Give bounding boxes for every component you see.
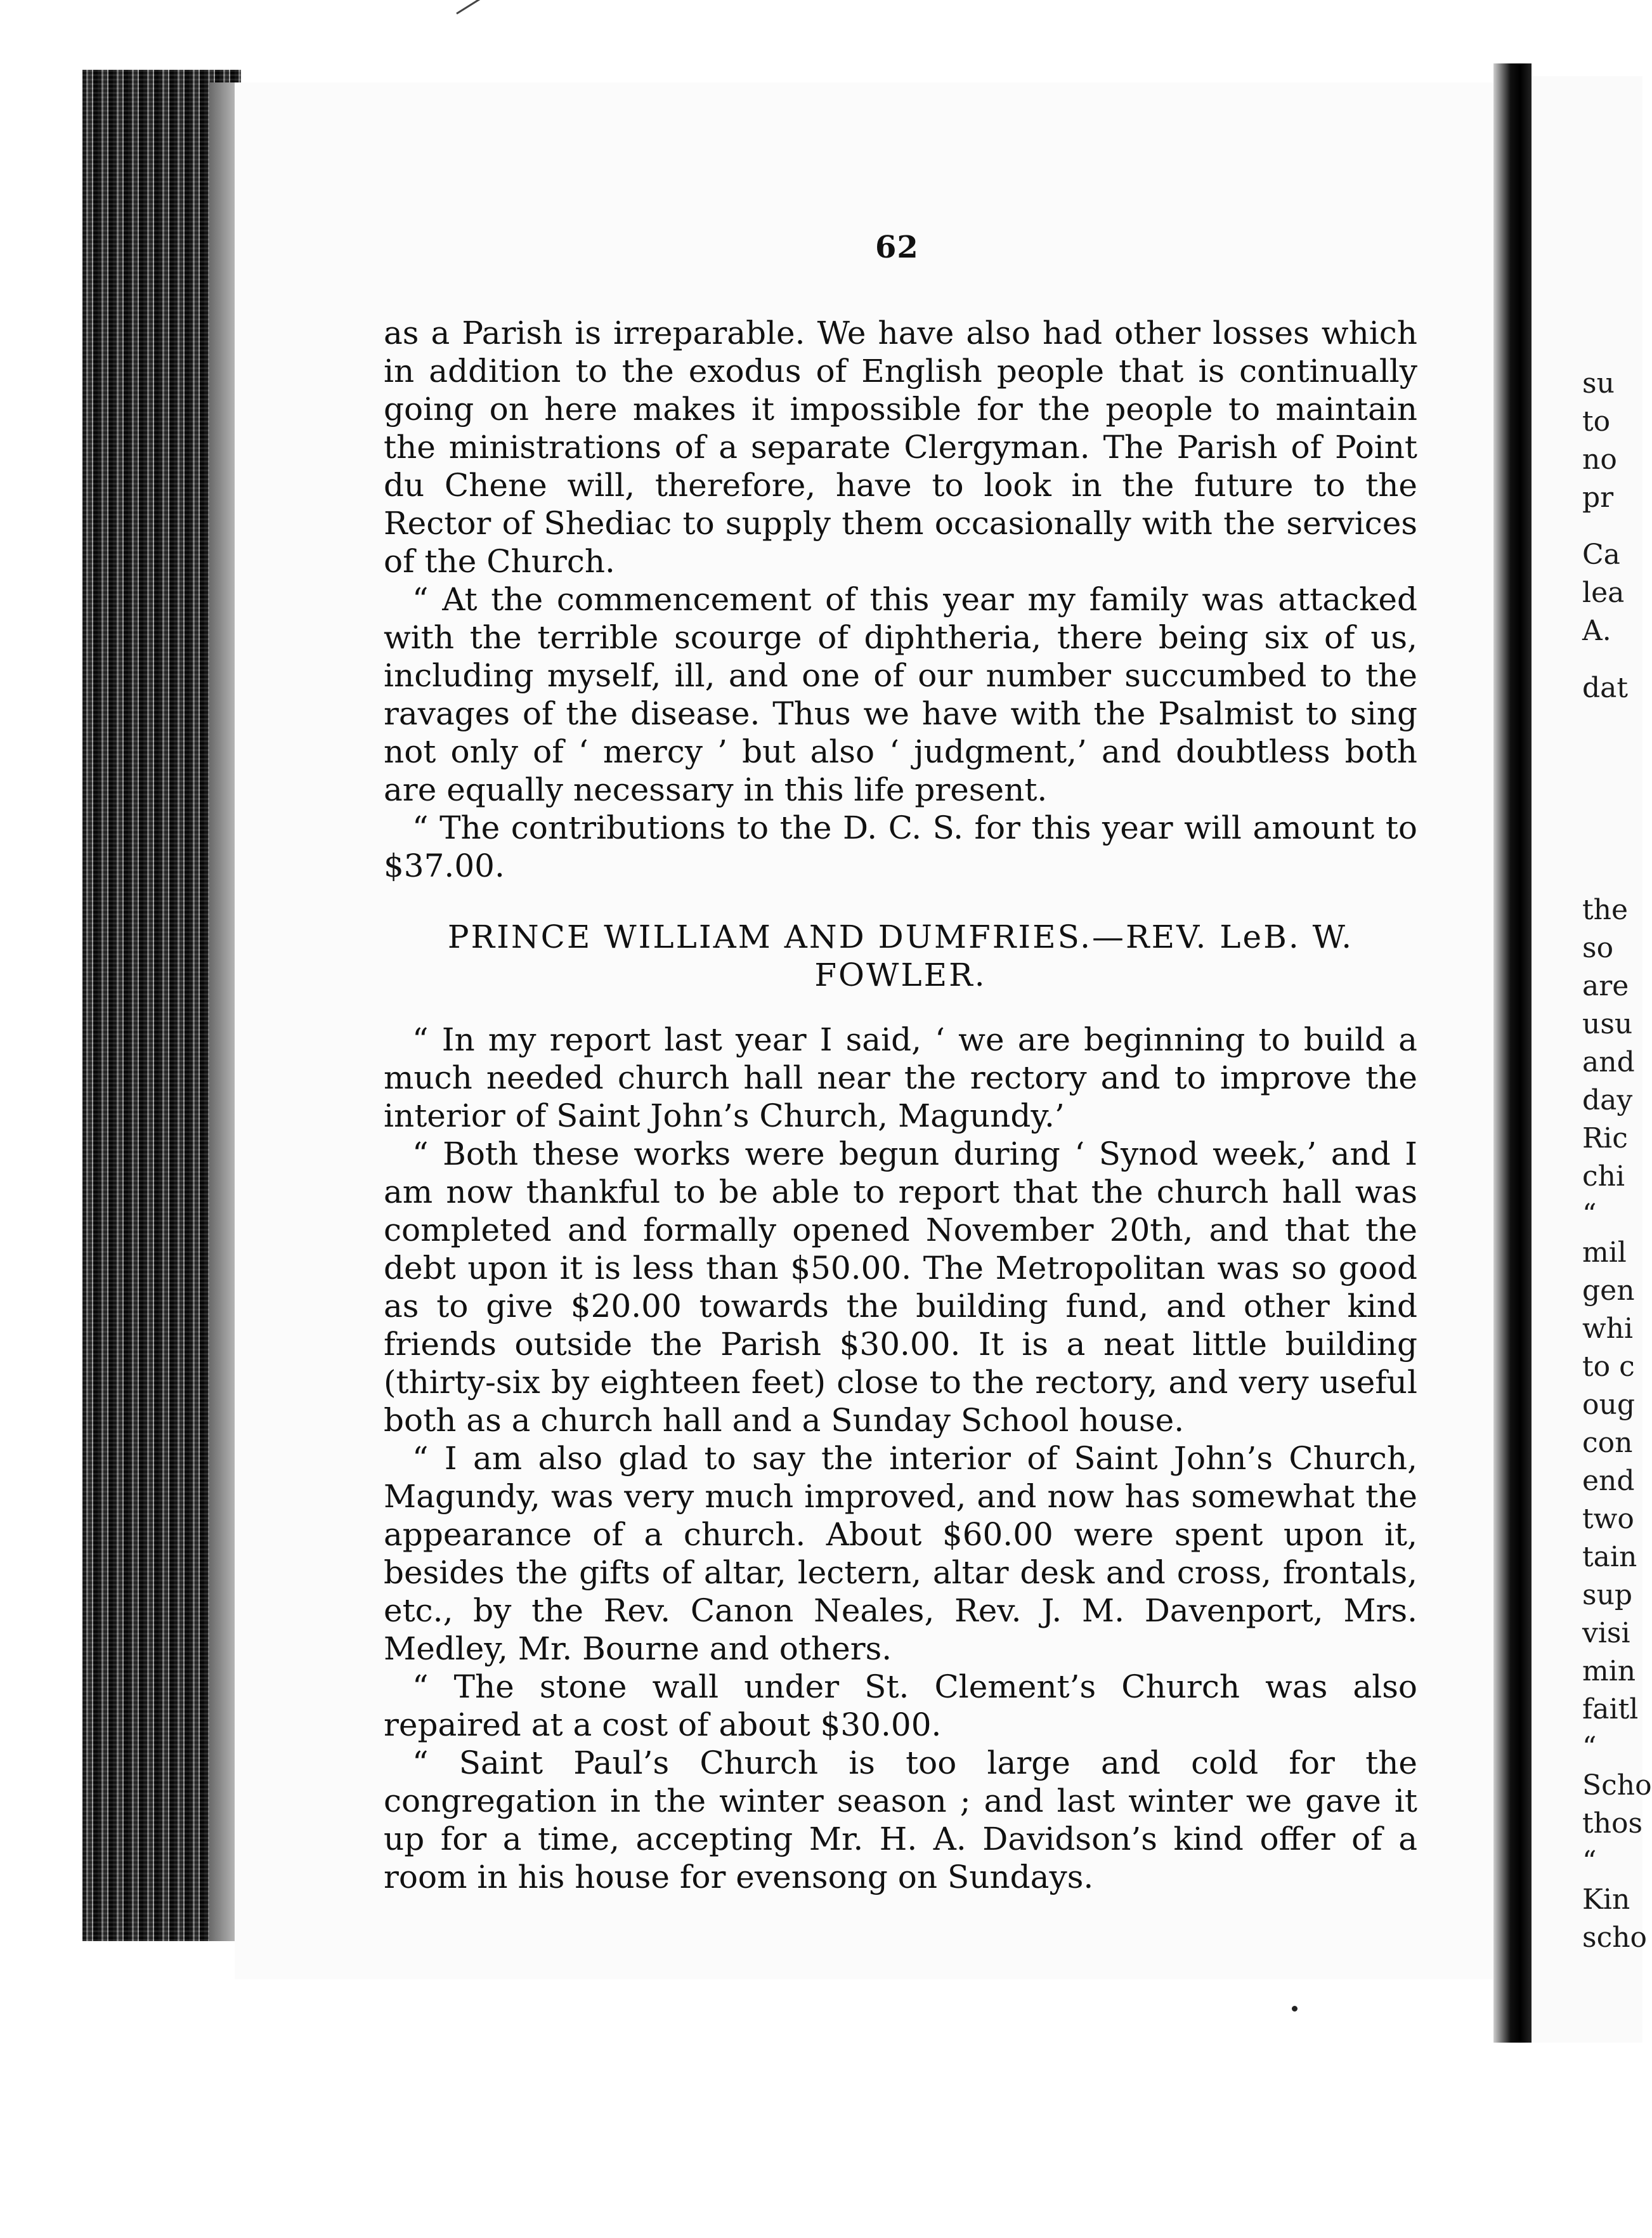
paragraph: “ I am also glad to say the interior of Saint John’s Church, Magundy, was very much improved, and now has somewhat the appearance of a church. About $60.00 were spent upon it, besides the gifts of altar, lectern, altar desk and cross, frontals, etc., by the Rev. Canon Neales, Rev. J. M. Davenport, Mrs. Medley, Mr. Bourne and others. — [384, 1440, 1417, 1667]
facing-page-fragment: gen — [1582, 1274, 1635, 1307]
facing-page-fragment: to c — [1582, 1351, 1635, 1383]
facing-page-fragment: “ — [1582, 1845, 1597, 1878]
facing-page-fragment: tain — [1582, 1541, 1637, 1573]
ink-dot — [1292, 2006, 1298, 2012]
facing-page-fragment: sup — [1582, 1579, 1633, 1611]
facing-page-fragment: end — [1582, 1465, 1635, 1497]
facing-page-fragment: are — [1582, 970, 1629, 1002]
facing-page-fragment: dat — [1582, 672, 1629, 704]
facing-page-fragment: Kin — [1582, 1883, 1630, 1916]
facing-page-fragment: oug — [1582, 1389, 1635, 1421]
facing-page-fragment: scho — [1582, 1921, 1648, 1954]
facing-page-fragment: faitl — [1582, 1693, 1639, 1725]
facing-page-fragment: whi — [1582, 1312, 1634, 1345]
facing-page-fragment: usu — [1582, 1008, 1633, 1040]
facing-page — [1532, 76, 1652, 2043]
facing-page-fragment: mil — [1582, 1236, 1627, 1269]
paragraph: as a Parish is irreparable. We have also had other losses which in addition to the exodus of English people that is continually going on here makes it impossible for the people to maintain the ministrations of a separate Clergyman. The Parish of Point du Chene will, therefore, have to look in the future to the Rector of Shediac to supply them occasionally with the services of the Church. — [384, 315, 1417, 580]
paragraph: “ Both these works were begun during ‘ Synod week,’ and I am now thankful to be able to report that the church hall was completed and formally opened November 20th, and that the debt upon it is less than $50.00. The Metropolitan was so good as to give $20.00 towards the building fund, and other kind friends outside the Parish $30.00. It is a neat little building (thirty-six by eighteen feet) close to the rectory, and very useful both as a church hall and a Sunday School house. — [384, 1135, 1417, 1439]
section-heading-line-1: PRINCE WILLIAM AND DUMFRIES.—REV. LeB. W. — [447, 919, 1354, 955]
facing-page-fragment: “ — [1582, 1731, 1597, 1764]
facing-page-fragment: and — [1582, 1046, 1635, 1078]
facing-page-fragment: to — [1582, 405, 1611, 438]
facing-page-fragment: no — [1582, 443, 1617, 476]
facing-page-fragment: the — [1582, 894, 1629, 926]
facing-page-fragment: two — [1582, 1503, 1634, 1535]
facing-page-fragment: chi — [1582, 1160, 1625, 1193]
paragraph: “ The stone wall under St. Clement’s Church was also repaired at a cost of about $30.00. — [384, 1668, 1417, 1743]
facing-page-fragment: Ca — [1582, 539, 1620, 571]
facing-page-fragment: con — [1582, 1427, 1633, 1459]
facing-page-fragment: A. — [1582, 615, 1611, 647]
facing-page-fragment: pr — [1582, 481, 1614, 514]
paragraph: “ Saint Paul’s Church is too large and cold for the congregation in the winter season ; and last winter we gave it up for a time, accepting Mr. H. A. Davidson’s kind offer of a room in his house for evensong on Sundays. — [384, 1744, 1417, 1895]
facing-page-fragment: Scho — [1582, 1769, 1652, 1802]
facing-page-fragment: min — [1582, 1655, 1636, 1687]
section-heading — [384, 918, 1417, 994]
page-body — [384, 314, 1417, 1896]
paragraph: “ At the commencement of this year my family was attacked with the terrible scourge of diphtheria, there being six of us, including myself, ill, and one of our number succumbed to the ravages of the disease. Thus we have with the Psalmist to sing not only of ‘ mercy ’ but also ‘ judgment,’ and doubtless both are equally necessary in this life present. — [384, 581, 1417, 808]
facing-page-fragment: thos — [1582, 1807, 1643, 1840]
facing-page-fragment: so — [1582, 932, 1614, 964]
facing-page-fragment: “ — [1582, 1198, 1597, 1231]
section-heading-line-2: FOWLER. — [814, 957, 987, 993]
scan-mark — [456, 0, 495, 15]
facing-page-fragment: lea — [1582, 577, 1625, 609]
page-number: 62 — [875, 230, 919, 265]
paragraph: “ The contributions to the D. C. S. for this year will amount to $37.00. — [384, 809, 1417, 884]
paragraph: “ In my report last year I said, ‘ we are beginning to build a much needed church hall near the rectory and to improve the interior of Saint John’s Church, Magundy.’ — [384, 1021, 1417, 1134]
facing-page-fragment: Ric — [1582, 1122, 1628, 1155]
facing-page-fragment: visi — [1582, 1617, 1630, 1649]
facing-page-fragment: day — [1582, 1084, 1633, 1116]
book-gutter — [1493, 63, 1532, 2043]
facing-page-fragment: su — [1582, 367, 1615, 400]
